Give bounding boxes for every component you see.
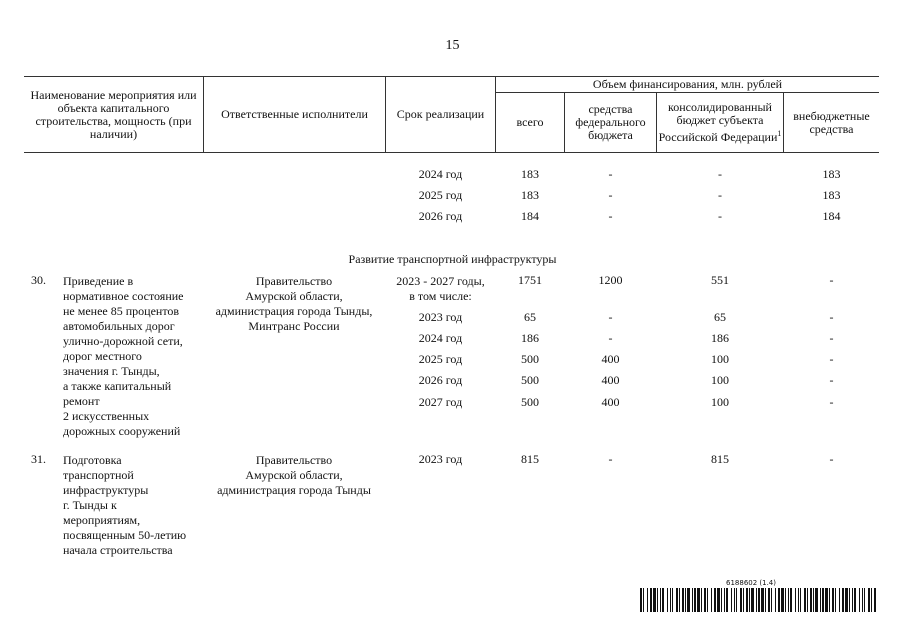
federal-cell: - xyxy=(608,209,613,223)
barcode-bar xyxy=(724,588,725,612)
barcode-bar xyxy=(839,588,840,612)
barcode-bar xyxy=(829,588,830,612)
regional-cell: 100 xyxy=(711,373,729,387)
header-period-column: Срок реализации xyxy=(396,107,485,121)
barcode-bar xyxy=(640,588,642,612)
barcode-bar xyxy=(721,588,722,612)
barcode-bar xyxy=(740,588,742,612)
barcode-bar xyxy=(704,588,706,612)
barcode-bar xyxy=(758,588,760,612)
federal-cell: - xyxy=(608,331,613,345)
barcode-bar xyxy=(798,588,799,612)
document-code: 6188602 (1.4) xyxy=(726,579,776,587)
barcode-bar xyxy=(771,588,772,612)
barcode-bar xyxy=(768,588,770,612)
barcode-bar xyxy=(775,588,776,612)
extrabudget-cell: - xyxy=(829,373,834,387)
barcode-bar xyxy=(800,588,801,612)
section-title: Развитие транспортной инфраструктуры xyxy=(348,252,557,266)
header-extrabudget-column: внебюджетные средства xyxy=(793,108,870,136)
barcode-bar xyxy=(825,588,828,612)
barcode-bar xyxy=(667,588,668,612)
barcode-bar xyxy=(653,588,656,612)
header-regional-column xyxy=(657,93,783,152)
federal-cell: 400 xyxy=(601,373,620,387)
regional-cell: 551 xyxy=(711,273,729,287)
period-cell: 2027 год xyxy=(418,395,463,409)
barcode-bar xyxy=(864,588,865,612)
total-cell: 183 xyxy=(521,188,539,202)
barcode-bar xyxy=(868,588,870,612)
regional-cell: 100 xyxy=(711,352,729,366)
barcode-bar xyxy=(845,588,848,612)
barcode-bar xyxy=(804,588,806,612)
header-name-column: Наименование мероприятия или объекта капитального строительства, мощность (при наличии) xyxy=(30,87,197,141)
regional-cell: - xyxy=(718,209,722,223)
barcode-bar xyxy=(852,588,853,612)
barcode-bar xyxy=(711,588,712,612)
barcode-bar xyxy=(714,588,716,612)
barcode-bar xyxy=(647,588,648,612)
period-cell: 2025 год xyxy=(418,188,463,202)
barcode-bar xyxy=(743,588,744,612)
federal-cell: - xyxy=(608,452,613,466)
period-cell: 2025 год xyxy=(418,352,463,366)
period-cell: 2023 год xyxy=(418,310,463,324)
barcode-bar xyxy=(726,588,728,612)
barcode-bar xyxy=(751,588,754,612)
header-responsible-column: Ответственные исполнители xyxy=(221,107,368,121)
barcode-bar xyxy=(736,588,737,612)
extrabudget-cell: - xyxy=(829,352,834,366)
federal-cell: 400 xyxy=(601,352,620,366)
barcode-bar xyxy=(660,588,661,612)
footnote-marker: 1 xyxy=(777,129,782,138)
barcode-bar xyxy=(765,588,766,612)
header-federal-column: средства федерального бюджета xyxy=(575,102,646,142)
barcode-bar xyxy=(657,588,658,612)
barcode-bar xyxy=(697,588,700,612)
barcode-bar xyxy=(859,588,860,612)
barcode-bar xyxy=(807,588,808,612)
federal-cell: - xyxy=(608,188,613,202)
total-cell: 184 xyxy=(521,209,539,223)
barcode-bar xyxy=(862,588,863,612)
regional-cell: - xyxy=(718,188,722,202)
extrabudget-cell: - xyxy=(829,331,834,345)
regional-cell: 65 xyxy=(714,310,726,324)
total-cell: 186 xyxy=(521,331,539,345)
header-regional-text: консолидированный бюджет субъекта Российской Федерации xyxy=(658,100,778,144)
barcode-bar xyxy=(682,588,684,612)
barcode-bar xyxy=(756,588,757,612)
barcode-bar xyxy=(679,588,680,612)
barcode-bar xyxy=(790,588,792,612)
extrabudget-cell: - xyxy=(829,452,834,466)
item-name: Подготовка транспортной инфраструктуры г. Тынды к мероприятиям, посвященным 50-летию начала строительства xyxy=(63,453,187,557)
extrabudget-cell: - xyxy=(829,395,834,409)
federal-cell: - xyxy=(608,167,613,181)
header-funding-group: Объем финансирования, млн. рублей xyxy=(592,77,783,91)
period-cell: 2024 год xyxy=(418,331,463,345)
barcode-bar xyxy=(788,588,789,612)
barcode-bar xyxy=(692,588,693,612)
barcode-bar xyxy=(815,588,818,612)
barcode-bar xyxy=(835,588,836,612)
total-cell: 500 xyxy=(521,373,539,387)
total-cell: 1751 xyxy=(518,273,542,287)
barcode-bar xyxy=(849,588,850,612)
barcode-bar xyxy=(854,588,856,612)
barcode-bar xyxy=(694,588,696,612)
barcode-bar xyxy=(662,588,664,612)
barcode-bar xyxy=(832,588,834,612)
period-cell: 2026 год xyxy=(418,209,463,223)
barcode-icon xyxy=(640,588,876,612)
barcode-bar xyxy=(650,588,652,612)
regional-cell: - xyxy=(718,167,722,181)
barcode-bar xyxy=(781,588,784,612)
barcode-bar xyxy=(746,588,748,612)
barcode-bar xyxy=(778,588,780,612)
barcode-bar xyxy=(670,588,671,612)
item-number: 31. xyxy=(31,452,46,466)
total-cell: 815 xyxy=(521,452,539,466)
barcode-bar xyxy=(643,588,644,612)
extrabudget-cell: 183 xyxy=(822,167,841,181)
period-cell: 2026 год xyxy=(418,373,463,387)
total-cell: 183 xyxy=(521,167,539,181)
total-cell: 500 xyxy=(521,395,539,409)
barcode-bar xyxy=(685,588,686,612)
federal-cell: - xyxy=(608,310,613,324)
barcode-bar xyxy=(842,588,844,612)
barcode-bar xyxy=(734,588,735,612)
barcode-bar xyxy=(820,588,821,612)
barcode-bar xyxy=(795,588,796,612)
barcode-bar xyxy=(813,588,814,612)
federal-cell: 400 xyxy=(601,395,620,409)
item-number: 30. xyxy=(31,273,46,287)
item-name: Приведение в нормативное состояние не менее 85 процентов автомобильных дорог улично-дорожной сети, дорог местного значения г. Тынды, а также капитальный ремонт 2 искусственных дорожных сооружений xyxy=(63,274,184,438)
header-total-column: всего xyxy=(516,115,544,129)
barcode-bar xyxy=(707,588,708,612)
barcode-bar xyxy=(785,588,786,612)
barcode-bar xyxy=(731,588,732,612)
extrabudget-cell: 184 xyxy=(822,209,841,223)
barcode-bar xyxy=(717,588,720,612)
period-cell: 2024 год xyxy=(418,167,463,181)
regional-cell: 815 xyxy=(711,452,729,466)
regional-cell: 186 xyxy=(711,331,729,345)
extrabudget-cell: - xyxy=(829,310,834,324)
barcode-bar xyxy=(871,588,872,612)
item-responsible: Правительство Амурской области, администрация города Тынды, Минтранс России xyxy=(215,274,373,333)
barcode-bar xyxy=(749,588,750,612)
barcode-bar xyxy=(701,588,702,612)
total-cell: 65 xyxy=(524,310,536,324)
page-number: 15 xyxy=(445,38,460,53)
period-cell: 2023 год xyxy=(418,452,463,466)
barcode-bar xyxy=(810,588,812,612)
extrabudget-cell: 183 xyxy=(822,188,841,202)
total-cell: 500 xyxy=(521,352,539,366)
barcode-bar xyxy=(672,588,673,612)
federal-cell: 1200 xyxy=(598,273,623,287)
header-bottom-border xyxy=(24,152,879,153)
barcode-bar xyxy=(687,588,690,612)
extrabudget-cell: - xyxy=(829,273,834,287)
period-cell: 2023 - 2027 годы, в том числе: xyxy=(396,274,485,303)
barcode-bar xyxy=(822,588,824,612)
regional-cell: 100 xyxy=(711,395,729,409)
item-responsible: Правительство Амурской области, администрация города Тынды xyxy=(217,453,371,497)
barcode-bar xyxy=(874,588,876,612)
barcode-bar xyxy=(676,588,678,612)
barcode-bar xyxy=(761,588,764,612)
